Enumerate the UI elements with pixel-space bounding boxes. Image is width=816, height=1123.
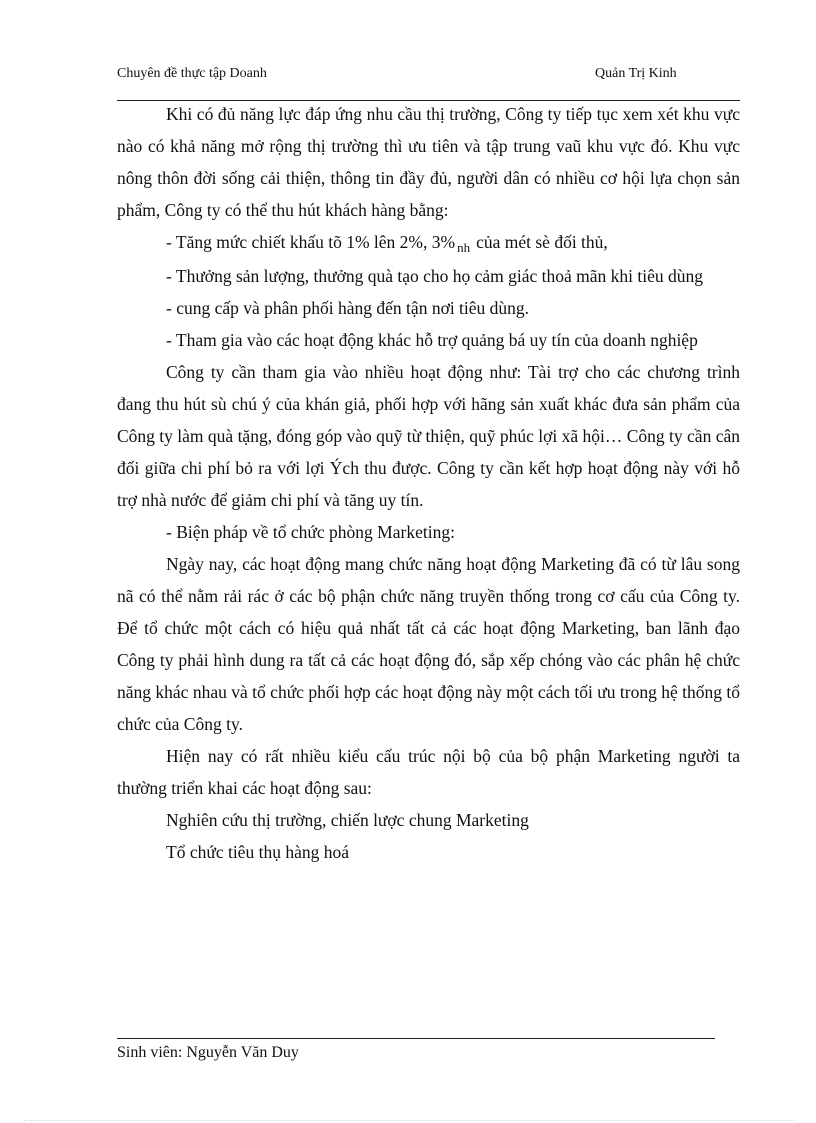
document-body: [117, 98, 740, 868]
paragraph-marketing-organization: Ngày nay, các hoạt động mang chức năng hoạt động Marketing đã có từ lâu song nã có thể nằm rải rác ở các bộ phận chức năng truyền thống trong cơ cấu của Công ty. Để tổ chức một cách có hiệu quả nhất tất cả các hoạt động Marketing, ban lãnh đạo Công ty phải hình dung ra tất cả các hoạt động đó, sắp xếp chóng vào các phân hệ chức năng khác nhau và tổ chức phối hợp các hoạt động này một cách tối ưu trong hệ thống tổ chức của Công ty.: [117, 554, 740, 734]
header-subject: Quản Trị Kinh: [595, 66, 677, 81]
bullet-discount-tail: của mét sè đối thủ,: [476, 232, 608, 252]
list-item-market-research: Nghiên cứu thị trường, chiến lược chung Marketing: [166, 810, 529, 830]
bullet-discount: [117, 226, 740, 260]
bullet-marketing-department: - Biện pháp về tổ chức phòng Marketing:: [166, 522, 455, 542]
bullet-discount-subscript: nh: [457, 240, 471, 255]
page-bottom-edge: [24, 1120, 794, 1121]
header-topic: Chuyên đề thực tập Doanh: [117, 66, 267, 81]
bullet-promotion: - Tham gia vào các hoạt động khác hỗ trợ quảng bá uy tín của doanh nghiệp: [166, 330, 698, 350]
footer-student-name: Sinh viên: Nguyễn Văn Duy: [117, 1044, 299, 1061]
list-item-sales-organization: Tổ chức tiêu thụ hàng hoá: [166, 842, 349, 862]
paragraph-market-expansion: Khi có đủ năng lực đáp ứng nhu cầu thị trường, Công ty tiếp tục xem xét khu vực nào có khả năng mở rộng thị trường thì ưu tiên và tập trung vaũ khu vực đó. Khu vực nông thôn đời sống cải thiện, thông tin đầy đủ, người dân có nhiều cơ hội lựa chọn sản phẩm, Công ty có thể thu hút khách hàng bằng:: [117, 104, 740, 220]
footer-divider: [117, 1038, 715, 1039]
bullet-distribution: - cung cấp và phân phối hàng đến tận nơi tiêu dùng.: [166, 298, 530, 318]
paragraph-sponsorship: Công ty cần tham gia vào nhiều hoạt động như: Tài trợ cho các chương trình đang thu hút sù chú ý của khán giả, phối hợp với hãng sản xuất khác đưa sản phẩm của Công ty làm quà tặng, đóng góp vào quỹ từ thiện, quỹ phúc lợi xã hội… Công ty cần cân đối giữa chi phí bỏ ra với lợi Ých thu được. Công ty cần kết hợp hoạt động này với hỗ trợ nhà nước để giảm chi phí và tăng uy tín.: [117, 362, 740, 510]
page-header: [117, 64, 740, 102]
bullet-discount-text: - Tăng mức chiết khấu tõ 1% lên 2%, 3%: [166, 232, 456, 252]
bullet-rewards: - Thưởng sản lượng, thưởng quà tạo cho họ cảm giác thoả mãn khi tiêu dùng: [166, 266, 704, 286]
paragraph-internal-structure: Hiện nay có rất nhiều kiểu cấu trúc nội bộ của bộ phận Marketing người ta thường triển khai các hoạt động sau:: [117, 746, 740, 798]
